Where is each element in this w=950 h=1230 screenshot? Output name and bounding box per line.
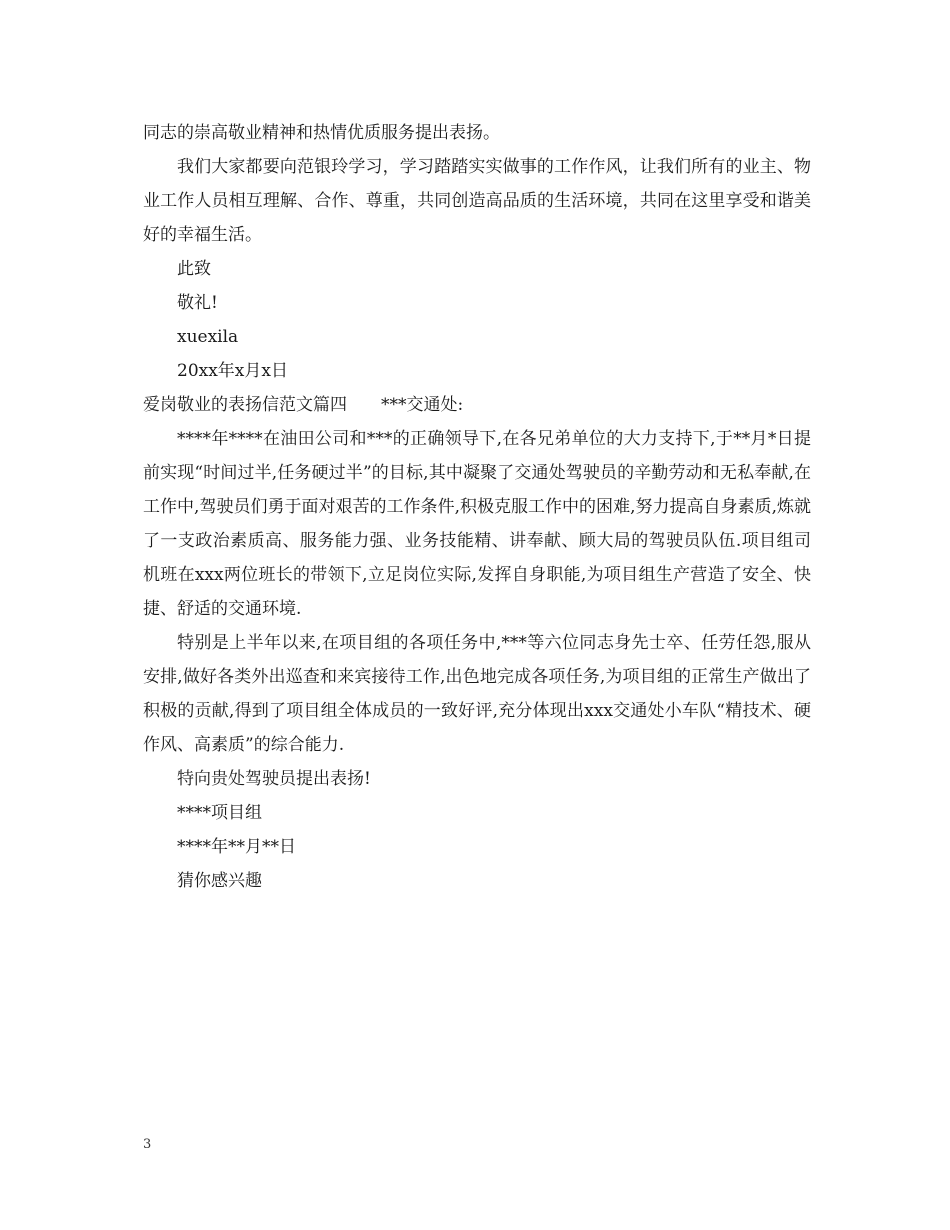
date-line: ****年**月**日	[177, 837, 296, 857]
page-number: 3	[143, 1137, 152, 1152]
paragraph: 同志的崇高敬业精神和热情优质服务提出表扬。	[143, 123, 500, 143]
related-heading: 猜你感兴趣	[177, 871, 262, 891]
signature: xuexila	[177, 327, 239, 347]
section-heading: 爱岗敬业的表扬信范文篇四 ***交通处:	[143, 395, 464, 415]
paragraph: 特别是上半年以来,在项目组的各项任务中,***等六位同志身先士卒、任劳任怨,服从安排,做好各类外出巡查和来宾接待工作,出色地完成各项任务,为项目组的正常生产做出了积极的贡献,得到了项目组全体成员的一致好评,充分体现出xxx交通处小车队“精技术、硬作风、高素质”的综合能力.	[143, 633, 811, 755]
date-line: 20xx年x月x日	[177, 361, 288, 381]
paragraph: 我们大家都要向范银玲学习，学习踏踏实实做事的工作作风，让我们所有的业主、物业工作人员相互理解、合作、尊重，共同创造高品质的生活环境，共同在这里享受和谐美好的幸福生活。	[143, 157, 811, 245]
paragraph: ****年****在油田公司和***的正确领导下,在各兄弟单位的大力支持下,于**月*日提前实现“时间过半,任务硬过半”的目标,其中凝聚了交通处驾驶员的辛勤劳动和无私奉献,在工作中,驾驶员们勇于面对艰苦的工作条件,积极克服工作中的困难,努力提高自身素质,炼就了一支政治素质高、服务能力强、业务技能精、讲奉献、顾大局的驾驶员队伍.项目组司机班在xxx两位班长的带领下,立足岗位实际,发挥自身职能,为项目组生产营造了安全、快捷、舒适的交通环境.	[143, 429, 811, 619]
closing-regards: 敬礼!	[177, 293, 218, 313]
document-body	[143, 116, 811, 898]
paragraph: 特向贵处驾驶员提出表扬!	[177, 769, 371, 789]
signature: ****项目组	[177, 803, 262, 823]
closing-salutation: 此致	[177, 259, 211, 279]
